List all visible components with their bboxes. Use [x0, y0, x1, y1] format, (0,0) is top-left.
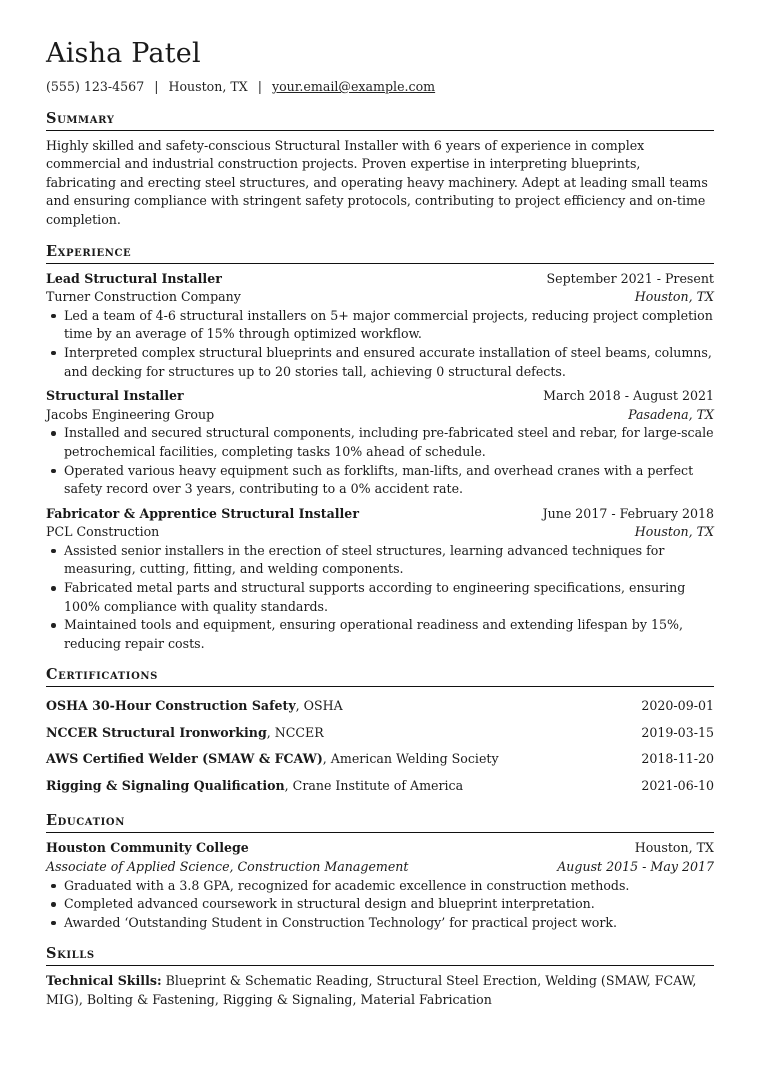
email-link[interactable]: your.email@example.com — [271, 79, 436, 94]
job-entry — [46, 387, 714, 499]
certification-issuer: , Crane Institute of America — [284, 777, 464, 793]
certification-issuer: , NCCER — [266, 724, 324, 740]
job-role: Structural Installer — [46, 388, 184, 404]
job-location: Houston, TX — [634, 524, 714, 540]
resume-page — [46, 38, 714, 1010]
certification-issuer: , American Welding Society — [322, 751, 499, 767]
section-title-experience: Experience — [46, 242, 714, 264]
section-title-education: Education — [46, 811, 714, 833]
list-item: Assisted senior installers in the erection of steel structures, learning advanced techniques for measuring, cutting, fitting, and welding components. — [46, 542, 714, 579]
job-bullets — [46, 307, 714, 381]
degree: Associate of Applied Science, Construction Management — [46, 859, 409, 875]
list-item: Completed advanced coursework in structural design and blueprint interpretation. — [46, 895, 714, 914]
list-item: Interpreted complex structural blueprints and ensured accurate installation of steel beams, columns, and decking for structures up to 20 stories tall, achieving 0 structural defects. — [46, 344, 714, 381]
education-entry — [46, 839, 714, 932]
list-item: Led a team of 4-6 structural installers on 5+ major commercial projects, reducing project completion time by an average of 15% through optimized workflow. — [46, 307, 714, 344]
certification-list — [46, 693, 714, 799]
job-bullets — [46, 424, 714, 498]
certification-row — [46, 746, 714, 773]
list-item: Graduated with a 3.8 GPA, recognized for academic excellence in construction methods. — [46, 877, 714, 896]
list-item: Fabricated metal parts and structural supports according to engineering specifications, ensuring 100% compliance with quality standards. — [46, 579, 714, 616]
job-company: PCL Construction — [46, 524, 160, 540]
contact-separator: | — [257, 79, 262, 94]
section-title-certifications: Certifications — [46, 665, 714, 687]
certification-date: 2020-09-01 — [641, 698, 714, 714]
candidate-name: Aisha Patel — [46, 38, 201, 69]
job-bullets — [46, 542, 714, 654]
certification-date: 2021-06-10 — [641, 777, 714, 793]
list-item: Installed and secured structural components, including pre-fabricated steel and rebar, for large-scale petrochemical facilities, completing tasks 10% ahead of schedule. — [46, 424, 714, 461]
certification-name: NCCER Structural Ironworking — [46, 724, 267, 740]
job-entry — [46, 505, 714, 654]
job-location: Pasadena, TX — [628, 406, 714, 422]
education-bullets — [46, 877, 714, 933]
skills-text: Blueprint & Schematic Reading, Structural Steel Erection, Welding (SMAW, FCAW, MIG), Bolting & Fastening, Rigging & Signaling, Material Fabrication — [46, 973, 697, 1007]
certification-row — [46, 720, 714, 747]
job-entry — [46, 270, 714, 382]
job-dates: September 2021 - Present — [546, 270, 714, 286]
summary-text: Highly skilled and safety-conscious Structural Installer with 6 years of experience in complex commercial and industrial construction projects. Proven expertise in interpreting blueprints, fabricating and erecting steel structures, and operating heavy machinery. Adept at leading small teams and ensuring compliance with stringent safety protocols, contributing to project efficiency and on-time completion. — [46, 137, 708, 227]
certification-row — [46, 773, 714, 800]
skills-line — [46, 972, 714, 1009]
contact-line — [46, 78, 714, 97]
certification-date: 2019-03-15 — [641, 724, 714, 740]
job-dates: March 2018 - August 2021 — [543, 388, 714, 404]
education-dates: August 2015 - May 2017 — [557, 859, 714, 875]
job-role: Lead Structural Installer — [46, 270, 222, 286]
section-title-skills: Skills — [46, 944, 714, 966]
school-name: Houston Community College — [46, 840, 249, 856]
list-item: Maintained tools and equipment, ensuring operational readiness and extending lifespan by 15%, reducing repair costs. — [46, 616, 714, 653]
certification-date: 2018-11-20 — [641, 751, 714, 767]
location: Houston, TX — [168, 79, 248, 94]
job-role: Fabricator & Apprentice Structural Installer — [46, 505, 359, 521]
job-company: Turner Construction Company — [46, 289, 241, 305]
phone-number: (555) 123-4567 — [46, 79, 145, 94]
list-item: Operated various heavy equipment such as forklifts, man-lifts, and overhead cranes with a perfect safety record over 3 years, contributing to a 0% accident rate. — [46, 462, 714, 499]
job-company: Jacobs Engineering Group — [46, 406, 215, 422]
job-location: Houston, TX — [634, 289, 714, 305]
section-title-summary: Summary — [46, 109, 714, 131]
list-item: Awarded ‘Outstanding Student in Construction Technology’ for practical project work. — [46, 914, 714, 933]
certification-name: OSHA 30-Hour Construction Safety — [46, 698, 296, 714]
certification-issuer: , OSHA — [295, 698, 343, 714]
certification-row — [46, 693, 714, 720]
skills-label: Technical Skills: — [46, 973, 162, 989]
school-location: Houston, TX — [634, 840, 714, 856]
contact-separator: | — [154, 79, 159, 94]
job-dates: June 2017 - February 2018 — [542, 505, 714, 521]
certification-name: Rigging & Signaling Qualification — [46, 777, 285, 793]
certification-name: AWS Certified Welder (SMAW & FCAW) — [46, 751, 323, 767]
